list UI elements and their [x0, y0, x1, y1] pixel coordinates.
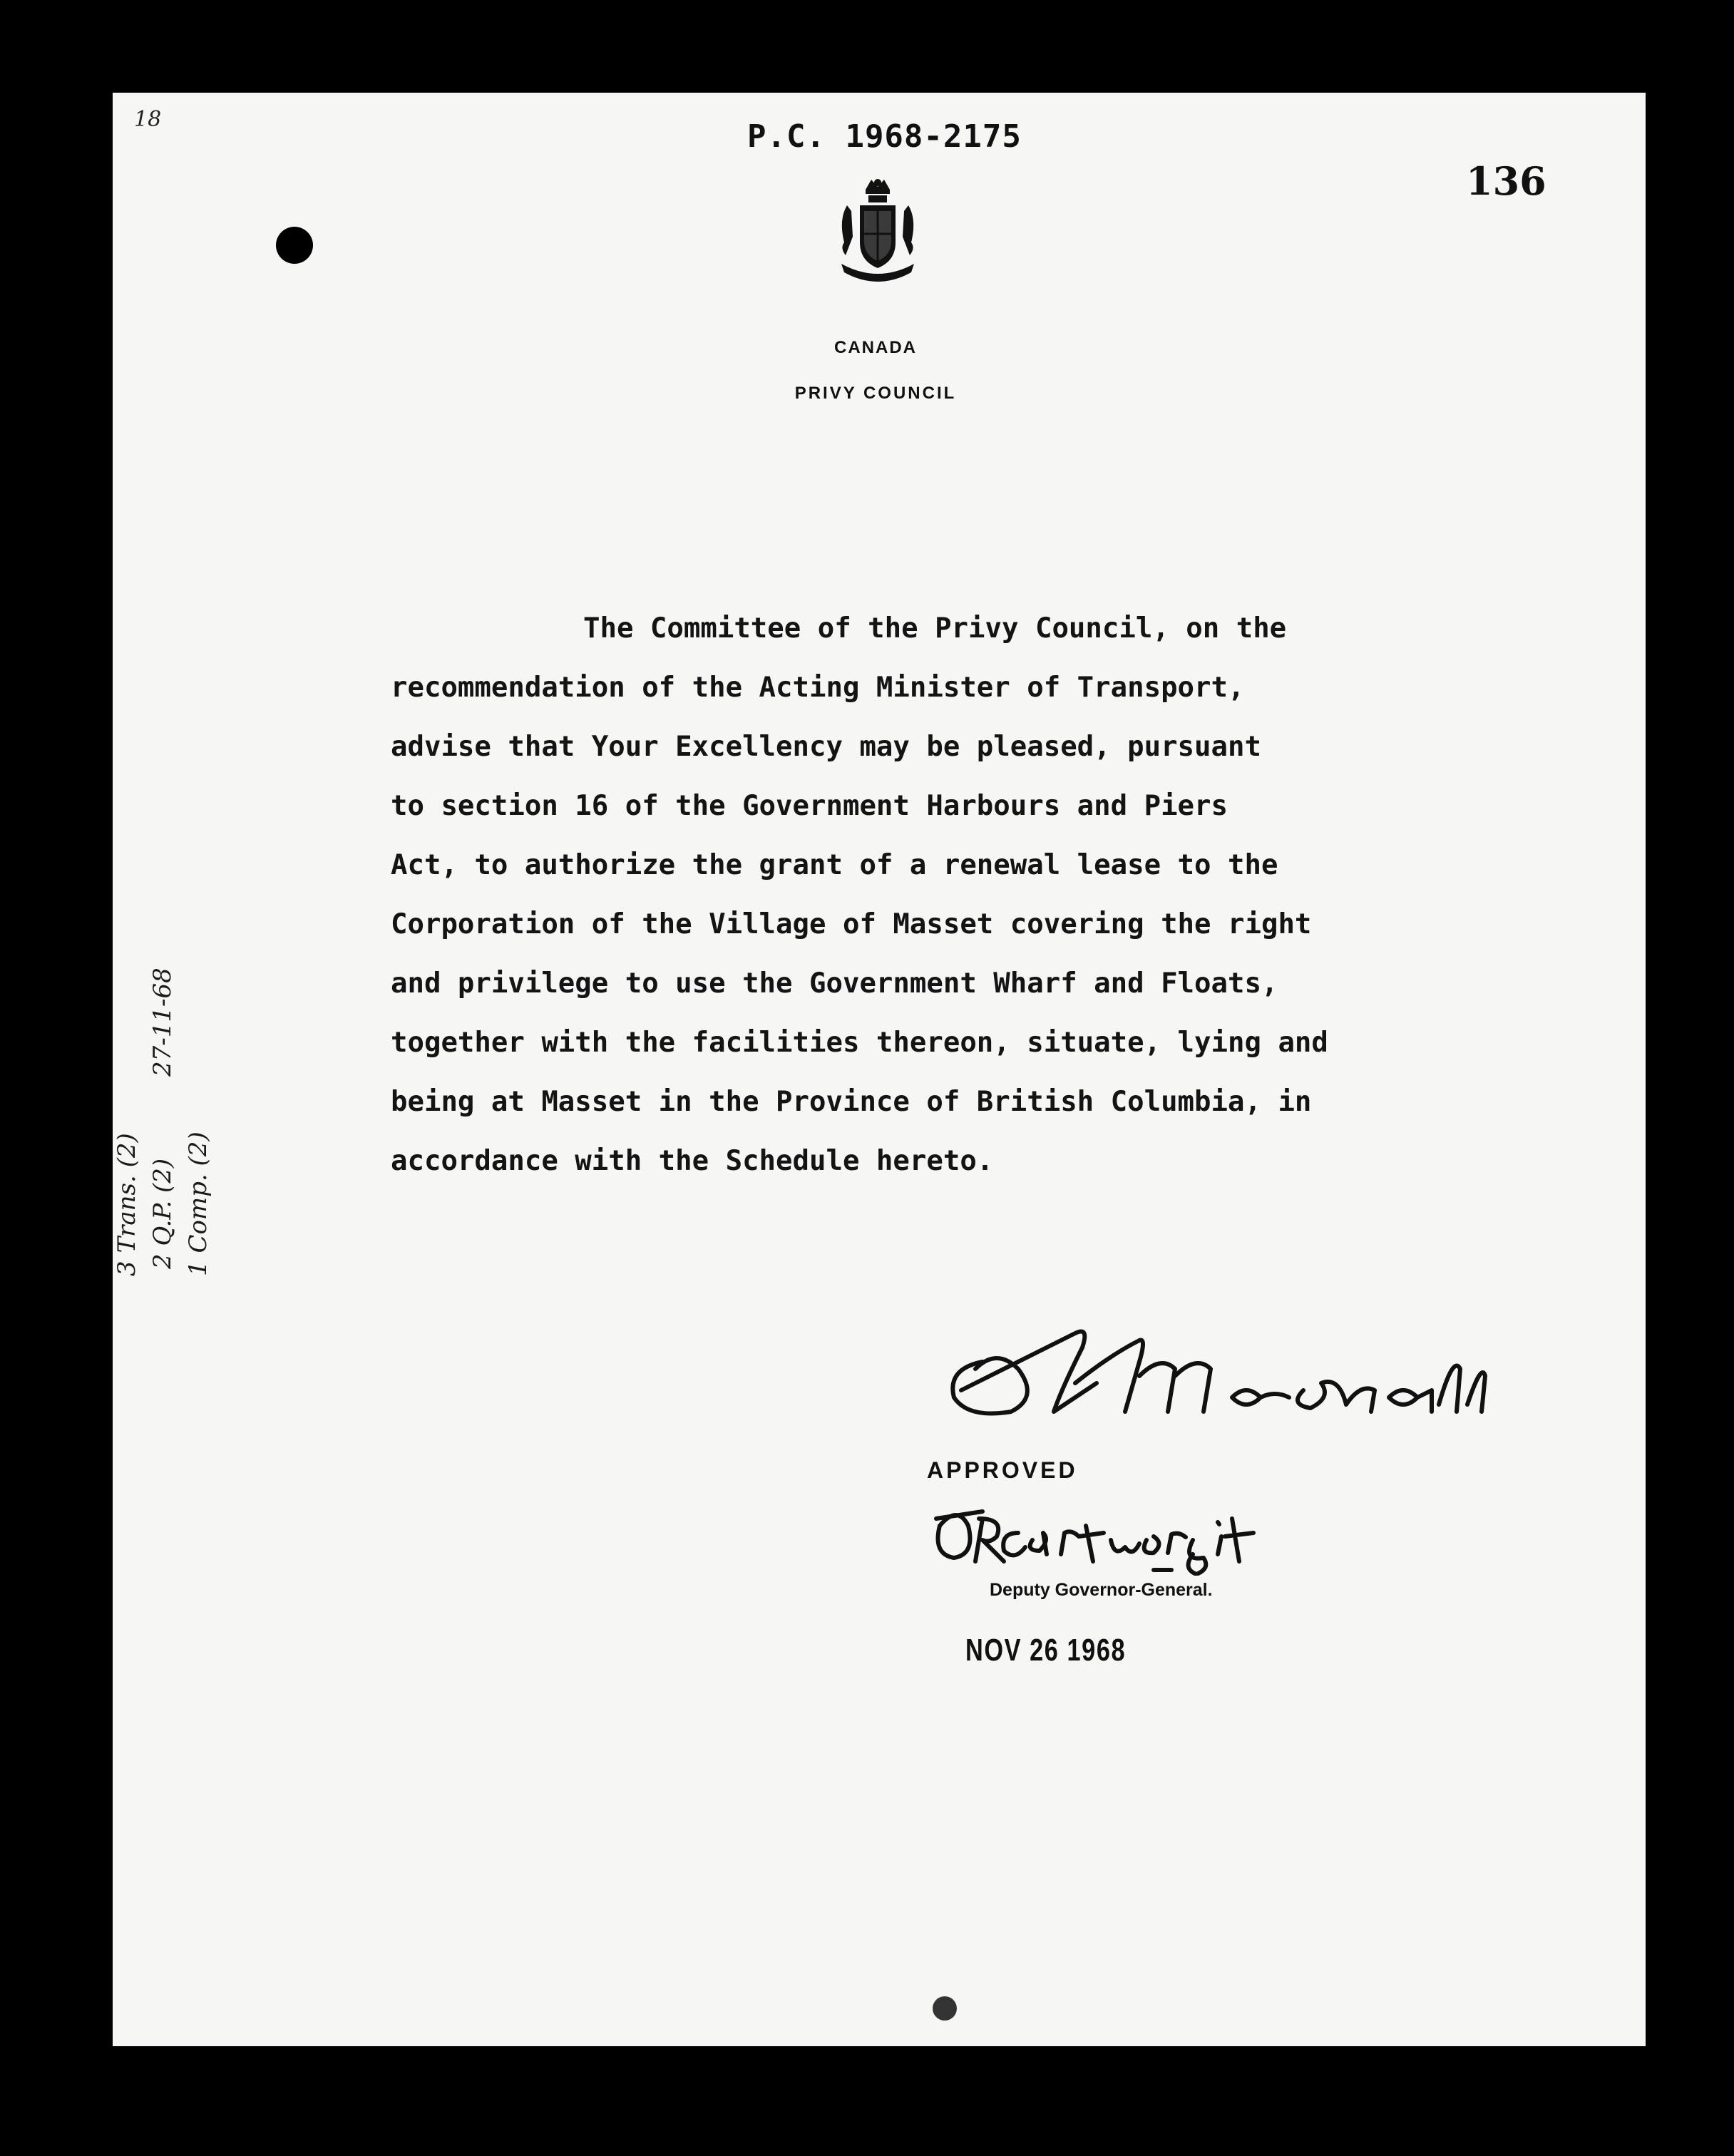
body-line: being at Masset in the Province of British Columbia, in: [391, 1086, 1312, 1118]
margin-note: 3 Trans. (2): [113, 1133, 141, 1276]
body-line: advise that Your Excellency may be pleased, pursuant: [391, 731, 1261, 763]
approved-label: APPROVED: [927, 1457, 1078, 1483]
body-line: accordance with the Schedule hereto.: [391, 1145, 994, 1177]
order-body: [391, 599, 1503, 1191]
corner-mark: 18: [134, 107, 162, 132]
punch-hole: [933, 1996, 957, 2021]
margin-note: 2 Q.P. (2): [148, 1158, 177, 1269]
body-line: Corporation of the Village of Masset covering the right: [391, 908, 1312, 940]
deputy-governor-signature: [925, 1490, 1368, 1576]
folio-number: 136: [1466, 158, 1546, 204]
order-number: P.C. 1968-2175: [747, 118, 1022, 155]
minister-signature: [933, 1312, 1489, 1433]
crest-council-label: PRIVY COUNCIL: [794, 384, 957, 403]
deputy-governor-title: Deputy Governor-General.: [990, 1580, 1213, 1600]
margin-notes: [113, 806, 284, 1305]
body-line: and privilege to use the Government Wharf and Floats,: [391, 967, 1278, 1000]
body-line: to section 16 of the Government Harbours and Piers: [391, 790, 1228, 822]
body-line: recommendation of the Acting Minister of Transport,: [391, 672, 1245, 704]
margin-note-date: 27-11-68: [148, 967, 177, 1077]
margin-note: 1 Comp. (2): [184, 1131, 212, 1276]
body-line: together with the facilities thereon, situate, lying and: [391, 1027, 1328, 1059]
body-line: The Committee of the Privy Council, on the: [583, 612, 1287, 645]
document-page: [113, 93, 1646, 2046]
punch-hole: [276, 227, 313, 264]
date-stamp: NOV 26 1968: [965, 1633, 1127, 1668]
coat-of-arms-crest-icon: [831, 177, 924, 291]
crest-country-label: CANADA: [834, 338, 917, 357]
body-line: Act, to authorize the grant of a renewal lease to the: [391, 849, 1278, 881]
